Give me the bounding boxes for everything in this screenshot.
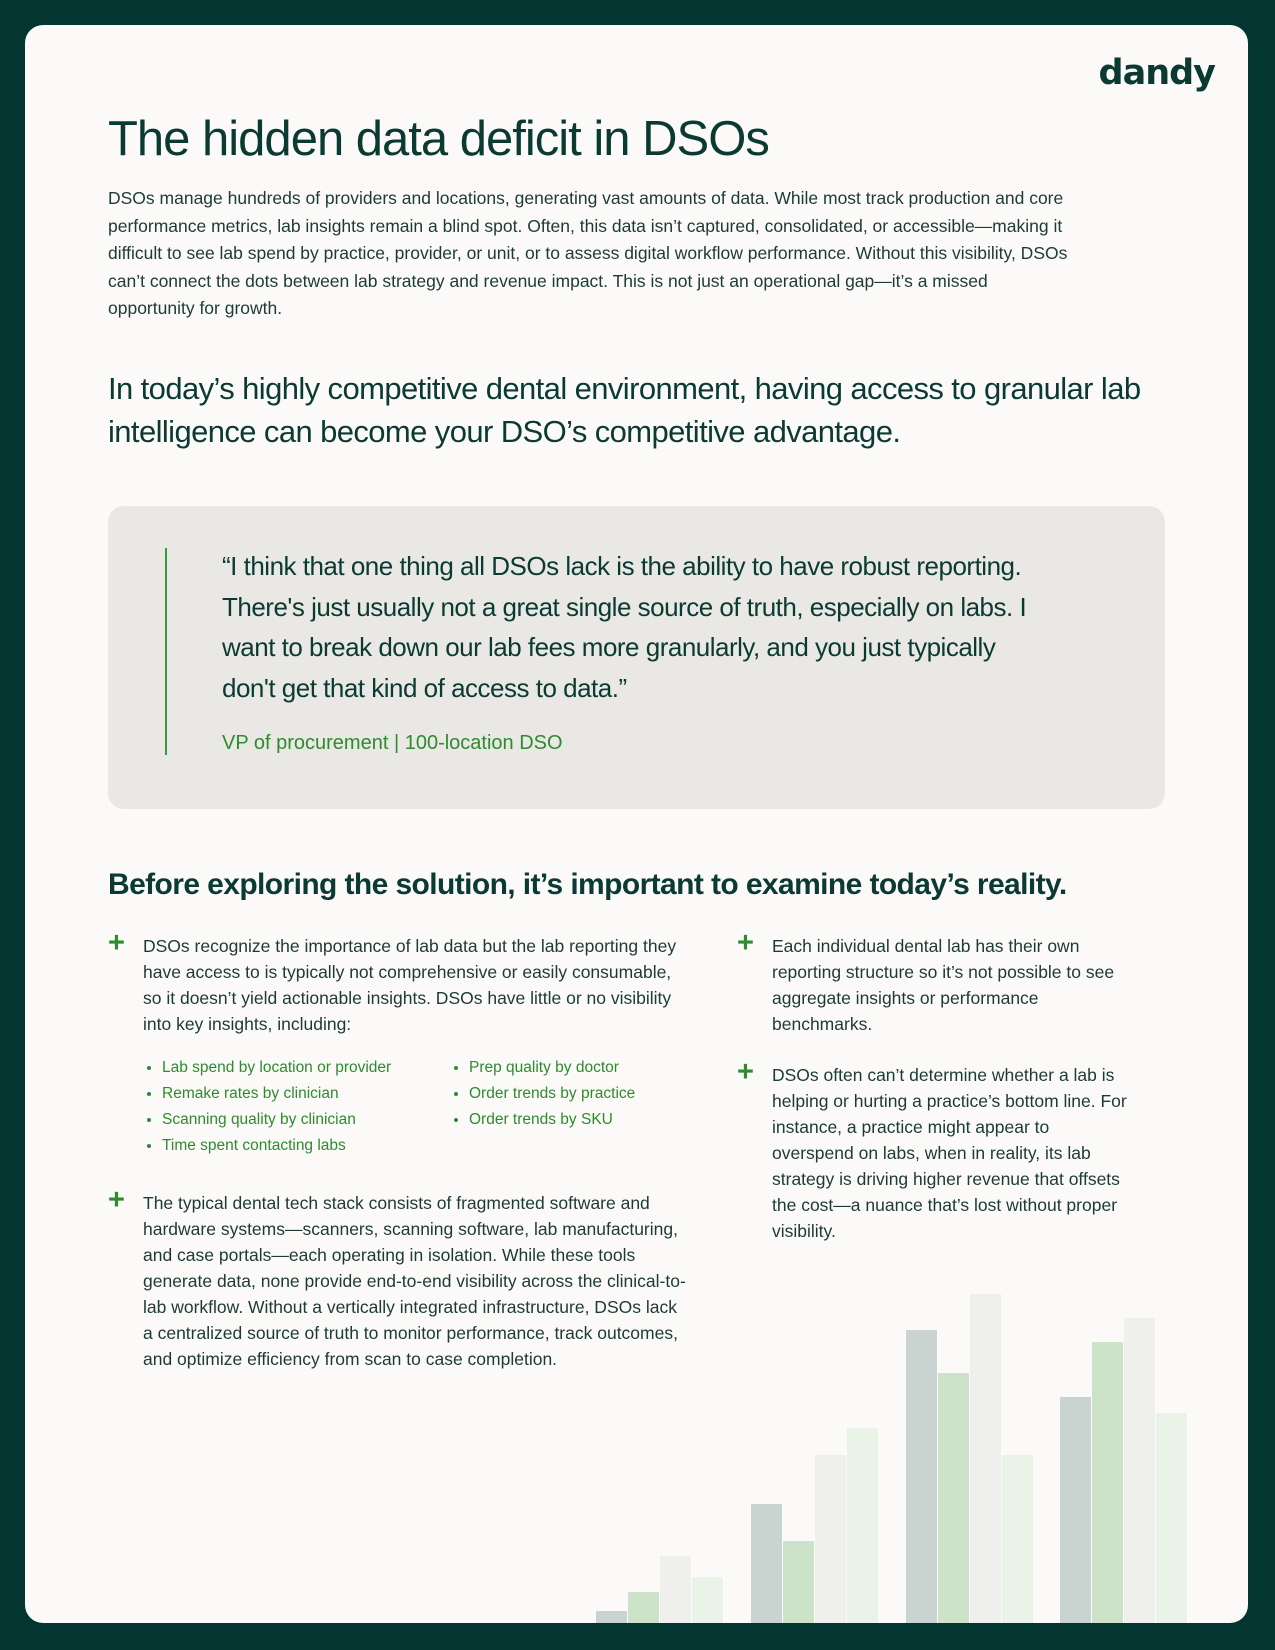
insight-item: Order trends by SKU xyxy=(452,1107,635,1133)
quote-accent-bar xyxy=(165,548,167,755)
decorative-bar xyxy=(1092,1342,1123,1623)
plus-icon: + xyxy=(737,1056,754,1088)
decorative-bar xyxy=(783,1541,814,1623)
insights-list-right xyxy=(452,1055,635,1133)
decorative-bar xyxy=(596,1611,627,1623)
page-title: The hidden data deficit in DSOs xyxy=(108,112,769,166)
decorative-bar xyxy=(1060,1397,1091,1623)
decorative-bar xyxy=(1124,1318,1155,1623)
quote-card xyxy=(108,506,1165,809)
intro-paragraph: DSOs manage hundreds of providers and locations, generating vast amounts of data. While most track production and core performance metrics, lab insights remain a blind spot. Often, this data isn’t captured, consolidated, or accessible—making it difficult to see lab spend by practice, provider, or unit, or to assess digital workflow performance. Without this visibility, DSOs can’t connect the dots between lab strategy and revenue impact. This is not just an operational gap—it’s a missed opportunity for growth. xyxy=(108,188,1068,318)
document-page xyxy=(25,25,1248,1623)
plus-icon: + xyxy=(108,1184,125,1216)
decorative-bar xyxy=(628,1592,659,1623)
insight-item: Order trends by practice xyxy=(452,1081,635,1107)
reality-item-text: The typical dental tech stack consists of fragmented software and hardware systems—scanners, scanning software, lab manufacturing, and case portals—each operating in isolation. While these tools generate data, none provide end-to-end visibility across the clinical-to-lab workflow. Without a vertically integrated infrastructure, DSOs lack a centralized source of truth to monitor performance, track outcomes, and optimize efficiency from scan to case completion. xyxy=(143,1193,686,1369)
reality-item-text: DSOs recognize the importance of lab data but the lab reporting they have access to is typically not comprehensive or easily consumable, so it doesn’t yield actionable insights. DSOs have little or no visibility into key insights, including: xyxy=(143,936,677,1034)
insight-item: Lab spend by location or provider xyxy=(145,1055,391,1081)
decorative-bar xyxy=(815,1455,846,1623)
decorative-bar xyxy=(692,1577,723,1623)
insight-item: Prep quality by doctor xyxy=(452,1055,635,1081)
decorative-bar xyxy=(847,1428,878,1623)
reality-item-text: Each individual dental lab has their own reporting structure so it’s not possible to see aggregate insights or performance benchmarks. xyxy=(772,936,1115,1034)
quote-attribution: VP of procurement | 100-location DSO xyxy=(222,732,563,754)
insight-item: Scanning quality by clinician xyxy=(145,1107,391,1133)
decorative-bar xyxy=(660,1556,691,1623)
decorative-bar xyxy=(1002,1455,1033,1623)
decorative-bar xyxy=(970,1294,1001,1623)
insight-item: Time spent contacting labs xyxy=(145,1133,391,1159)
decorative-bar xyxy=(751,1504,782,1623)
insight-item: Remake rates by clinician xyxy=(145,1081,391,1107)
section-title: Before exploring the solution, it’s important to examine today’s reality. xyxy=(108,868,1067,901)
quote-text: “I think that one thing all DSOs lack is the ability to have robust reporting. There's just usually not a great single source of truth, especially on labs. I want to break down our lab fees more granularly, and you just typically don't get that kind of access to data.” xyxy=(222,551,1027,703)
decorative-bar xyxy=(906,1330,937,1623)
plus-icon: + xyxy=(108,927,125,959)
plus-icon: + xyxy=(737,927,754,959)
insights-list-left xyxy=(145,1055,391,1159)
lead-statement: In today’s highly competitive dental environment, having access to granular lab intelligence can become your DSO’s competitive advantage. xyxy=(108,371,1141,449)
decorative-bar xyxy=(938,1373,969,1623)
reality-item-text: DSOs often can’t determine whether a lab is helping or hurting a practice’s bottom line. For instance, a practice might appear to overspend on labs, when in reality, its lab strategy is driving higher revenue that offsets the cost—a nuance that’s lost without proper visibility. xyxy=(772,1065,1127,1241)
decorative-bar xyxy=(1156,1413,1187,1623)
dandy-logo: dandy xyxy=(1098,53,1215,93)
